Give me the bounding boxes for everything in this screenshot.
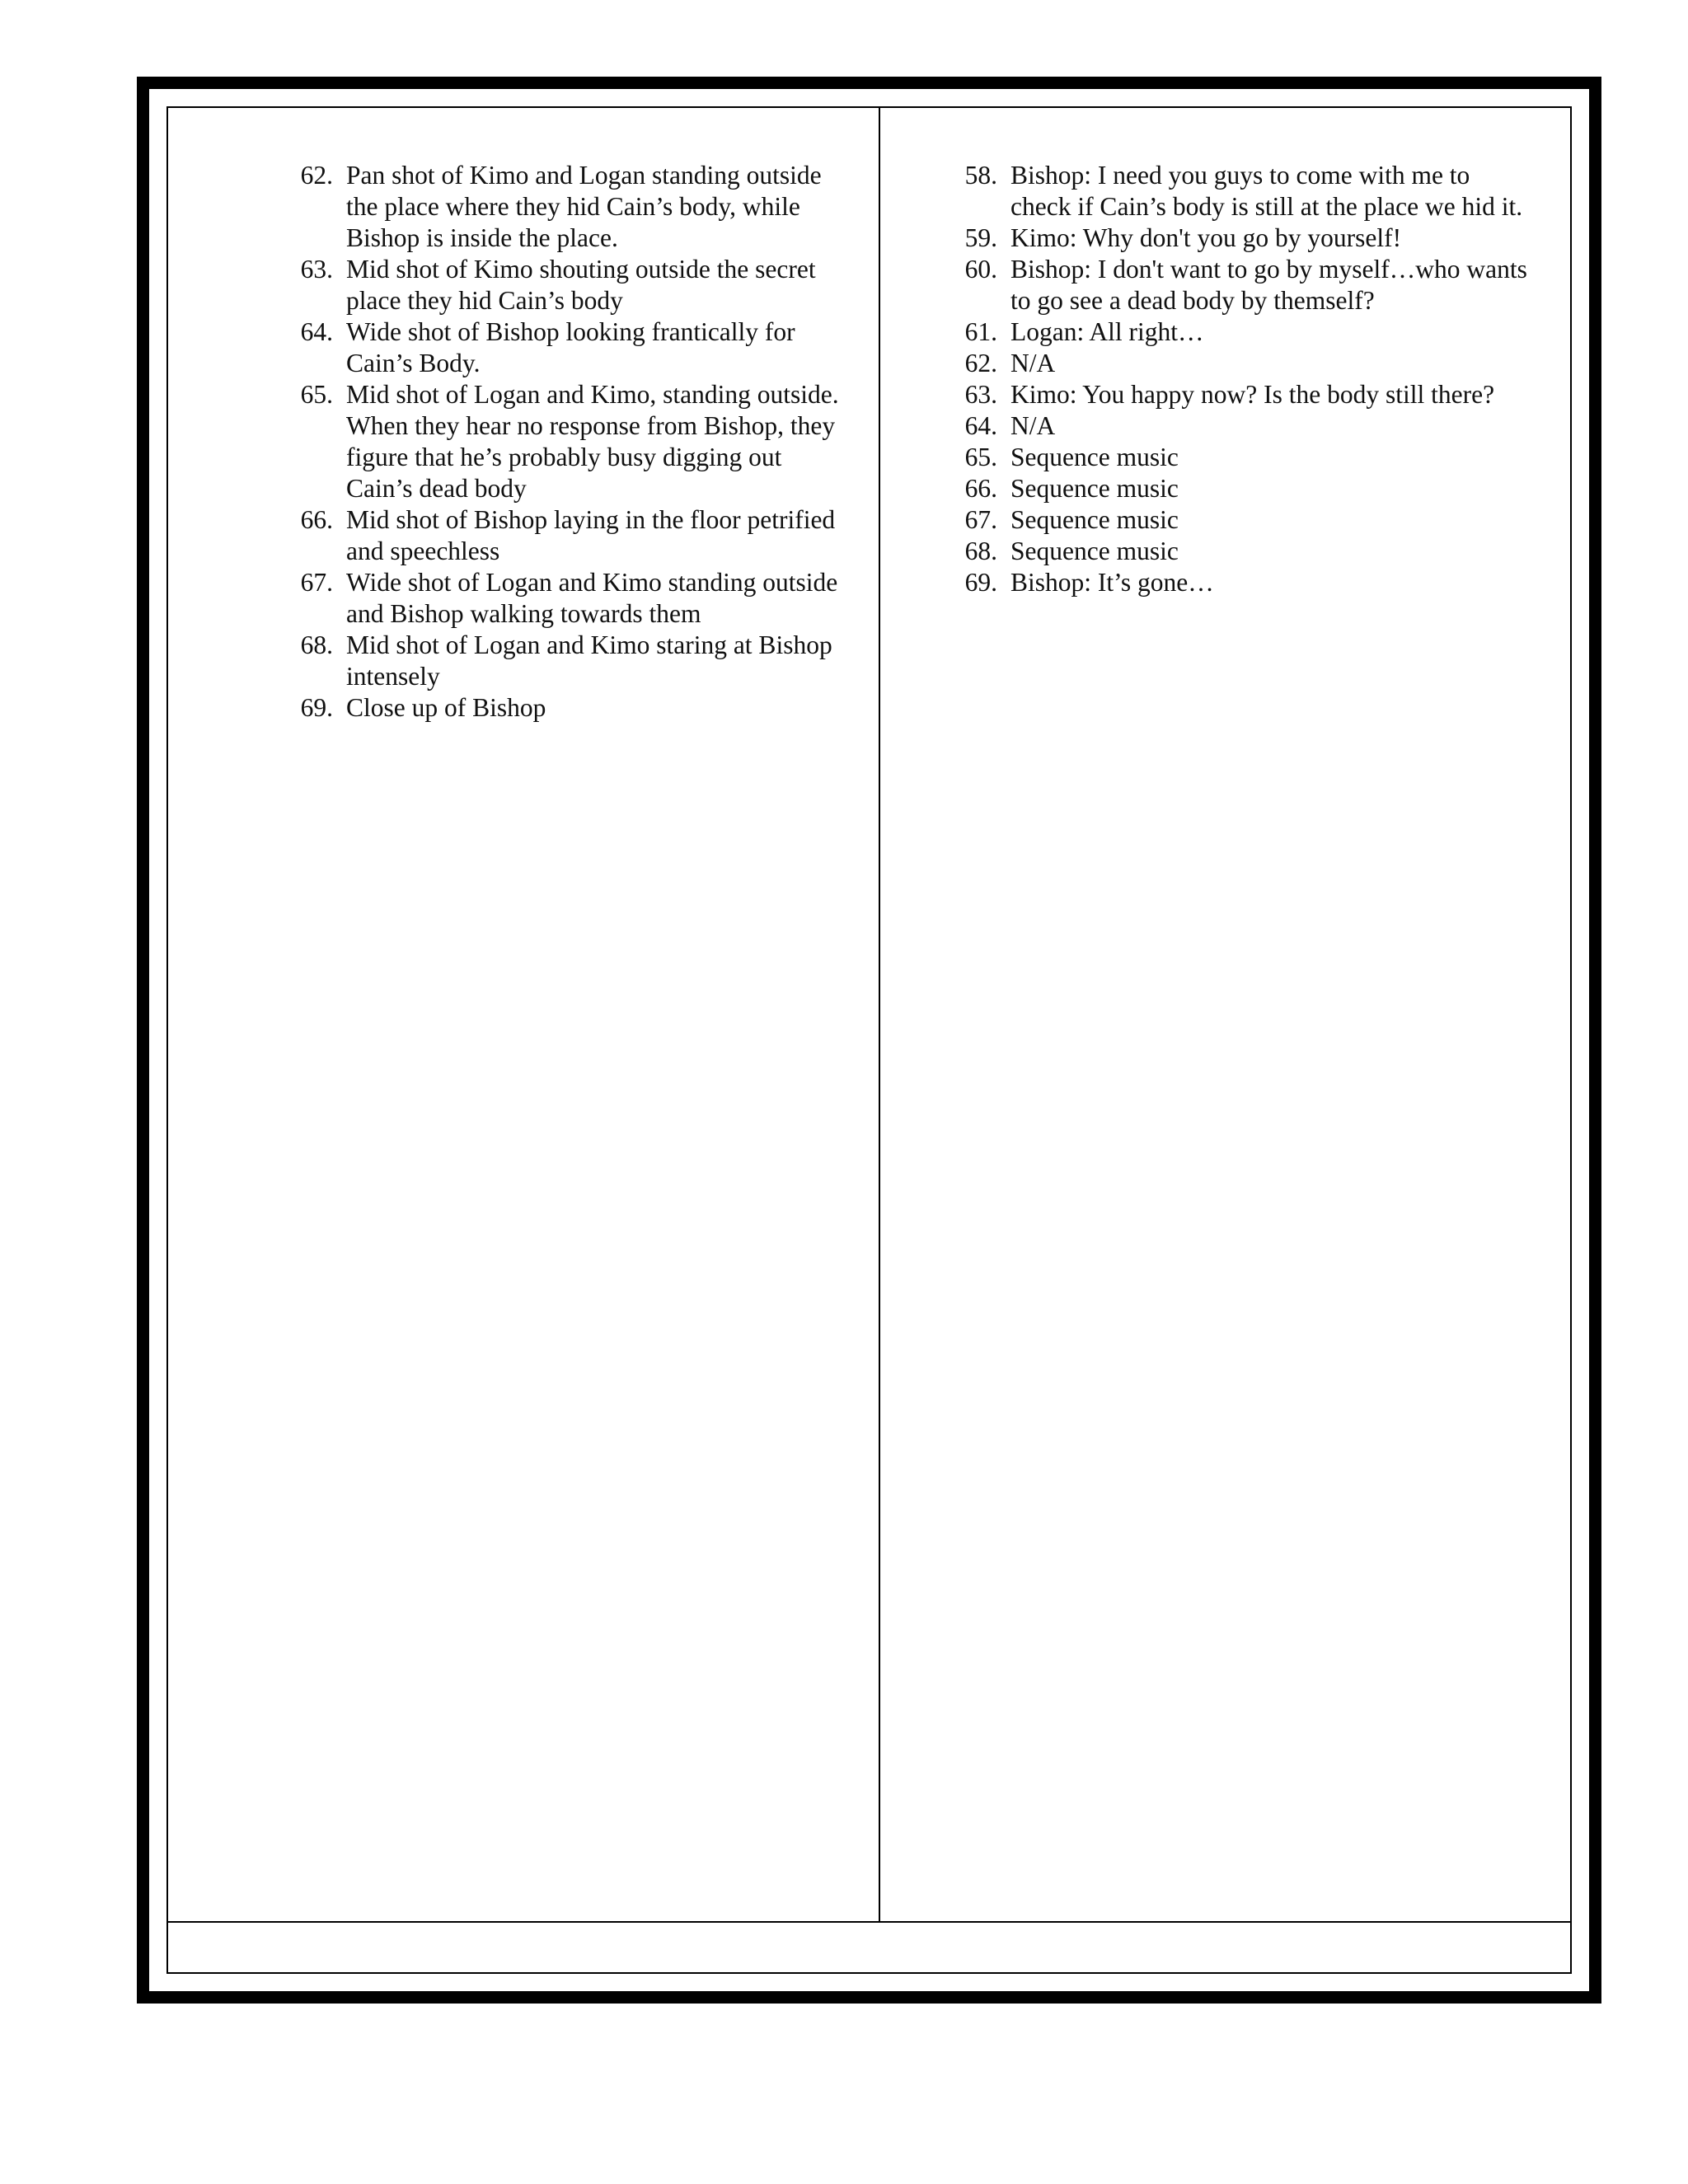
entry-number: 62. bbox=[300, 161, 333, 190]
column-divider bbox=[879, 108, 880, 1921]
entry-number: 59. bbox=[964, 223, 997, 252]
list-item bbox=[284, 254, 860, 316]
list-item bbox=[284, 630, 860, 692]
entry-text: Mid shot of Kimo shouting outside the secret place they hid Cain’s body bbox=[346, 255, 816, 315]
list-item bbox=[948, 567, 1558, 598]
entry-text: Pan shot of Kimo and Logan standing outside the place where they hid Cain’s body, while Bishop is inside the place. bbox=[346, 161, 822, 252]
shot-description-column bbox=[284, 160, 860, 724]
list-item bbox=[948, 410, 1558, 442]
entry-text: Sequence music bbox=[1010, 505, 1179, 534]
dialogue-column bbox=[948, 160, 1558, 598]
entry-text: Wide shot of Logan and Kimo standing outside and Bishop walking towards them bbox=[346, 568, 838, 628]
entry-text: Sequence music bbox=[1010, 537, 1179, 565]
list-item bbox=[948, 536, 1558, 567]
entry-number: 64. bbox=[300, 317, 333, 346]
entry-text: Close up of Bishop bbox=[346, 693, 546, 722]
list-item bbox=[948, 223, 1558, 254]
footer-row-divider bbox=[168, 1921, 1570, 1923]
entry-text: Sequence music bbox=[1010, 474, 1179, 503]
entry-text: Mid shot of Logan and Kimo, standing outside. When they hear no response from Bishop, they figure that he’s probably busy digging out Cain’s dead body bbox=[346, 380, 839, 503]
list-item bbox=[948, 316, 1558, 348]
entry-number: 65. bbox=[300, 380, 333, 409]
entry-number: 60. bbox=[964, 255, 997, 284]
entry-text: Kimo: You happy now? Is the body still there? bbox=[1010, 380, 1495, 409]
list-item bbox=[948, 254, 1558, 316]
storyboard-table bbox=[166, 106, 1572, 1974]
entry-text: Sequence music bbox=[1010, 443, 1179, 471]
list-item bbox=[284, 504, 860, 567]
list-item bbox=[284, 160, 860, 254]
list-item bbox=[284, 567, 860, 630]
list-item bbox=[948, 379, 1558, 410]
entry-number: 67. bbox=[964, 505, 997, 534]
list-item bbox=[948, 442, 1558, 473]
entry-number: 69. bbox=[964, 568, 997, 597]
list-item bbox=[948, 160, 1558, 223]
list-item bbox=[284, 379, 860, 504]
entry-number: 63. bbox=[300, 255, 333, 284]
entry-number: 69. bbox=[300, 693, 333, 722]
entry-text: Wide shot of Bishop looking frantically for Cain’s Body. bbox=[346, 317, 795, 377]
entry-text: Bishop: I need you guys to come with me to check if Cain’s body is still at the place we hid it. bbox=[1010, 161, 1523, 221]
entry-text: Bishop: I don't want to go by myself…who wants to go see a dead body by themself? bbox=[1010, 255, 1527, 315]
list-item bbox=[948, 473, 1558, 504]
entry-text: Kimo: Why don't you go by yourself! bbox=[1010, 223, 1402, 252]
list-item bbox=[948, 348, 1558, 379]
entry-text: Logan: All right… bbox=[1010, 317, 1204, 346]
entry-number: 63. bbox=[964, 380, 997, 409]
entry-text: N/A bbox=[1010, 349, 1056, 377]
entry-number: 66. bbox=[964, 474, 997, 503]
entry-text: Mid shot of Logan and Kimo staring at Bishop intensely bbox=[346, 630, 832, 691]
list-item bbox=[284, 316, 860, 379]
list-item bbox=[284, 692, 860, 724]
entry-number: 66. bbox=[300, 505, 333, 534]
entry-number: 64. bbox=[964, 411, 997, 440]
entry-number: 68. bbox=[300, 630, 333, 659]
list-item bbox=[948, 504, 1558, 536]
entry-number: 61. bbox=[964, 317, 997, 346]
entry-text: Mid shot of Bishop laying in the floor petrified and speechless bbox=[346, 505, 836, 565]
entry-number: 67. bbox=[300, 568, 333, 597]
entry-number: 58. bbox=[964, 161, 997, 190]
entry-text: N/A bbox=[1010, 411, 1056, 440]
entry-number: 65. bbox=[964, 443, 997, 471]
entry-number: 62. bbox=[964, 349, 997, 377]
entry-text: Bishop: It’s gone… bbox=[1010, 568, 1214, 597]
entry-number: 68. bbox=[964, 537, 997, 565]
